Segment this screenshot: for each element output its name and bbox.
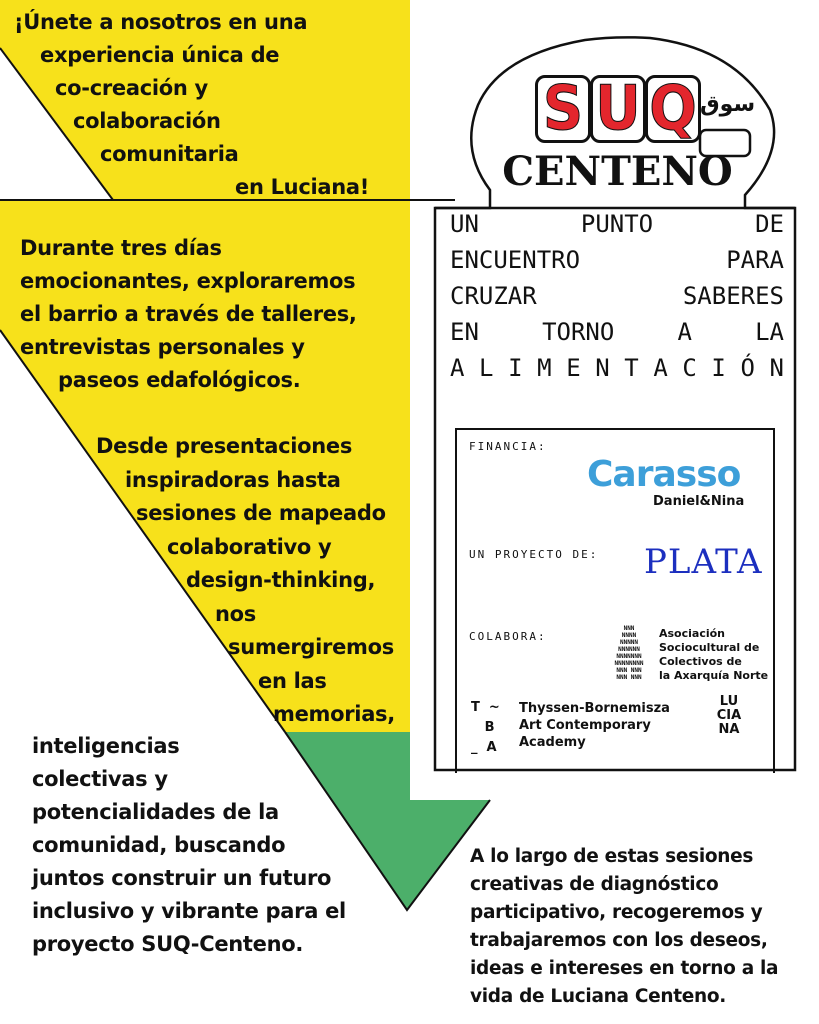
colabora-label: COLABORA: <box>469 630 547 643</box>
suq-letter-q: Q <box>645 75 701 143</box>
tba-logo-line: B <box>471 720 495 735</box>
tagline-word: SABERES <box>682 282 784 310</box>
intro-line: co-creación y <box>55 76 208 100</box>
tagline-letter: C <box>682 354 697 382</box>
plata-logo: PLATA <box>644 542 763 582</box>
sessions-text <box>0 430 412 732</box>
days-text <box>0 232 410 397</box>
intro-line: comunitaria <box>100 142 239 166</box>
centeno-title: CENTENO <box>502 148 733 195</box>
logo-line: NNNN <box>621 632 637 639</box>
intro-line: experiencia única de <box>40 43 280 67</box>
days-line: Durante tres días <box>20 236 222 260</box>
closing-text <box>470 843 815 1011</box>
days-line: emocionantes, exploraremos <box>20 269 356 293</box>
tagline-letter: I <box>711 354 726 382</box>
collective-line: juntos construir un futuro <box>32 866 332 890</box>
tagline-letter: N <box>769 354 784 382</box>
closing-line: creativas de diagnóstico <box>470 874 719 895</box>
tagline-word: CRUZAR <box>450 282 537 310</box>
asociacion-name <box>659 627 768 683</box>
tagline-word: DE <box>755 210 784 238</box>
tba-name <box>519 700 670 751</box>
collective-text <box>32 730 412 961</box>
tba-logo <box>471 698 500 758</box>
luciana-logo-line: NA <box>718 722 740 737</box>
collective-line: inclusivo y vibrante para el <box>32 899 346 923</box>
tagline-letter: T <box>624 354 639 382</box>
tagline-row <box>450 350 784 386</box>
luciana-logo-line: LU <box>719 694 739 709</box>
tagline-letter: M <box>537 354 552 382</box>
logo-line: NNNNN <box>619 639 639 646</box>
asociacion-line: Sociocultural de <box>659 641 760 654</box>
tagline-letter: E <box>566 354 581 382</box>
proyecto-label: UN PROYECTO DE: <box>469 548 599 561</box>
tba-line: Thyssen-Bornemisza <box>519 701 670 716</box>
sessions-line: inspiradoras hasta <box>125 467 341 492</box>
tagline-row <box>450 242 784 278</box>
collective-line: potencialidades de la <box>32 800 279 824</box>
asociacion-line: Colectivos de <box>659 655 742 668</box>
tagline-word: LA <box>755 318 784 346</box>
sessions-line: design-thinking, <box>186 568 376 592</box>
logo-line: NNNNNNN <box>616 653 642 660</box>
closing-line: trabajaremos con los deseos, <box>470 930 768 951</box>
tagline-row <box>450 278 784 314</box>
logo-line: NNN NNN <box>616 674 642 681</box>
intro-text <box>0 6 410 204</box>
asociacion-line: la Axarquía Norte <box>659 669 769 682</box>
sessions-line: sesiones de mapeado <box>136 501 386 525</box>
collective-line: inteligencias <box>32 734 180 758</box>
tagline-letter: Ó <box>740 354 755 382</box>
logo-line: NNN NNN <box>616 667 642 674</box>
intro-line: colaboración <box>73 109 221 133</box>
tagline-word: TORNO <box>542 318 615 346</box>
sessions-line: colaborativo y <box>167 534 332 559</box>
days-line: entrevistas personales y <box>20 335 305 359</box>
tagline-word: EN <box>450 318 479 346</box>
tagline-letter: I <box>508 354 523 382</box>
tagline-letter: N <box>595 354 610 382</box>
arabic-suq: سوق <box>700 92 756 117</box>
closing-line: participativo, recogeremos y <box>470 902 763 923</box>
tagline-row <box>450 206 784 242</box>
tagline-word: A <box>677 318 692 346</box>
tagline-word: PUNTO <box>580 210 654 238</box>
logo-line: NNN <box>623 625 635 632</box>
tagline-word: PARA <box>726 246 784 274</box>
closing-line: vida de Luciana Centeno. <box>470 986 727 1007</box>
tagline-word: UN <box>450 210 479 238</box>
collective-line: comunidad, buscando <box>32 833 286 857</box>
tba-logo-line: _ A <box>471 740 497 755</box>
asociacion-line: Asociación <box>659 627 726 640</box>
intro-line: ¡Únete a nosotros en una <box>14 10 308 34</box>
tagline <box>450 206 784 386</box>
tba-line: Art Contemporary <box>519 718 651 733</box>
sessions-line: Desde presentaciones <box>96 434 353 458</box>
luciana-logo-line: CIA <box>716 708 742 723</box>
sessions-line: nos <box>215 601 256 626</box>
tagline-letter: A <box>653 354 668 382</box>
tba-line: Academy <box>519 735 586 750</box>
days-line: el barrio a través de talleres, <box>20 302 357 326</box>
closing-line: ideas e intereses en torno a la <box>470 958 779 979</box>
tagline-word: ENCUENTRO <box>450 246 581 274</box>
collective-line: proyecto SUQ-Centeno. <box>32 932 304 956</box>
collective-line: colectivas y <box>32 767 168 791</box>
days-line: paseos edafológicos. <box>58 368 301 392</box>
intro-line: en Luciana! <box>235 175 370 199</box>
asociacion-logo <box>605 625 653 681</box>
tagline-row <box>450 314 784 350</box>
financia-label: FINANCIA: <box>469 440 547 453</box>
carasso-sublabel: Daniel&Nina <box>653 494 745 509</box>
sessions-line: memorias, <box>273 702 395 726</box>
closing-line: A lo largo de estas sesiones <box>470 846 754 867</box>
tagline-letter: L <box>479 354 494 382</box>
luciana-logo <box>705 695 753 753</box>
carasso-logo: Carasso <box>587 454 741 495</box>
logo-line: NNNNNNNN <box>614 660 644 667</box>
suq-letter-u: U <box>590 75 646 143</box>
credits-box <box>455 428 775 773</box>
logo-line: NNNNNN <box>618 646 640 653</box>
tagline-letter: A <box>450 354 465 382</box>
suq-letter-s: S <box>535 75 591 143</box>
tba-logo-line: T ~ <box>471 700 500 715</box>
sessions-line: sumergiremos <box>228 635 394 659</box>
sessions-line: en las <box>258 668 327 693</box>
